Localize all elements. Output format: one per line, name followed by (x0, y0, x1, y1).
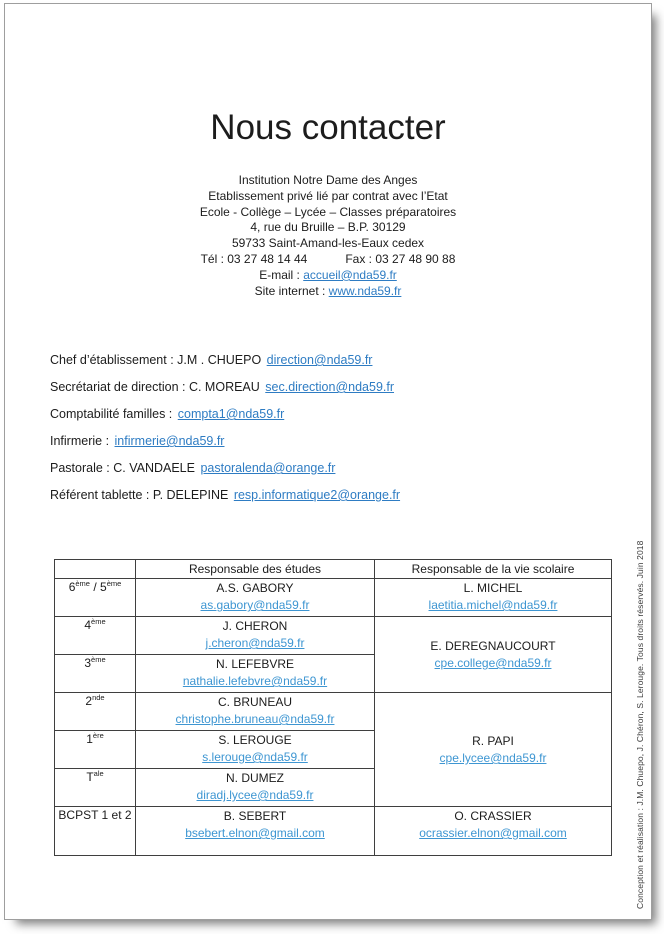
contact-role-label: Chef d’établissement : J.M . CHUEPO (50, 353, 265, 367)
staff-email-link[interactable]: christophe.bruneau@nda59.fr (175, 712, 335, 726)
etudes-cell (136, 731, 375, 769)
class-label-cell: BCPST 1 et 2 (55, 807, 136, 856)
class-label-cell: 4ème (55, 617, 136, 655)
contact-line (50, 460, 610, 477)
class-label-cell: 6ème / 5ème (55, 579, 136, 617)
staff-name: O. CRASSIER (454, 809, 532, 823)
staff-table-row (55, 617, 612, 655)
contact-role-label: Secrétariat de direction : C. MOREAU (50, 380, 264, 394)
staff-email-link[interactable]: nathalie.lefebvre@nda59.fr (182, 674, 328, 688)
staff-name: B. SEBERT (223, 809, 287, 823)
class-label-cell: 3ème (55, 655, 136, 693)
tel-fax-line (5, 252, 651, 268)
contact-email-link[interactable]: compta1@nda59.fr (177, 407, 285, 421)
tel-label: Tél : 03 27 48 14 44 (200, 251, 308, 266)
institution-address-line: Etablissement privé lié par contrat avec l’Etat (208, 188, 448, 203)
staff-table-row (55, 693, 612, 731)
contact-role-label: Infirmerie : (50, 434, 113, 448)
staff-name: N. LEFEBVRE (215, 657, 295, 671)
class-column-header (55, 560, 136, 579)
etudes-cell (136, 655, 375, 693)
institution-block (5, 173, 651, 299)
vie-scolaire-column-header: Responsable de la vie scolaire (375, 560, 612, 579)
staff-name: A.S. GABORY (216, 581, 294, 595)
class-label-cell: $T^{ale}$ (55, 769, 136, 807)
staff-name: J. CHERON (222, 619, 288, 633)
institution-address-line: Institution Notre Dame des Anges (238, 173, 418, 187)
email-label: E-mail : (259, 267, 300, 282)
etudes-cell (136, 579, 375, 617)
class-label-cell: 2nde (55, 693, 136, 731)
staff-table (54, 559, 612, 856)
etudes-cell (136, 807, 375, 856)
accueil-email-link[interactable]: accueil@nda59.fr (303, 267, 397, 282)
staff-table-header-row (55, 560, 612, 579)
contact-line (50, 433, 610, 450)
institution-address-lines (5, 173, 651, 252)
vie-scolaire-cell (375, 579, 612, 617)
email-line (5, 268, 651, 284)
staff-name: R. PAPI (472, 734, 514, 748)
vie-scolaire-cell (375, 693, 612, 807)
contact-list (50, 352, 610, 514)
etudes-cell (136, 693, 375, 731)
staff-email-link[interactable]: cpe.college@nda59.fr (434, 656, 552, 670)
staff-email-link[interactable]: ocrassier.elnon@gmail.com (419, 826, 567, 840)
website-label: Site internet : (254, 283, 326, 298)
staff-email-link[interactable]: cpe.lycee@nda59.fr (439, 751, 547, 765)
page-title: Nous contacter (210, 108, 446, 147)
staff-name: L. MICHEL (463, 581, 523, 595)
institution-address-line: 4, rue du Bruille – B.P. 30129 (250, 220, 406, 235)
class-label-cell: 1ère (55, 731, 136, 769)
fax-label: Fax : 03 27 48 90 88 (345, 251, 456, 266)
etudes-cell (136, 769, 375, 807)
vie-scolaire-cell (375, 617, 612, 693)
contact-email-link[interactable]: sec.direction@nda59.fr (265, 380, 395, 394)
document-page (4, 3, 652, 920)
staff-email-link[interactable]: s.lerouge@nda59.fr (202, 750, 308, 764)
contact-email-link[interactable]: pastoralenda@orange.fr (200, 461, 336, 475)
contact-email-link[interactable]: resp.informatique2@orange.fr (233, 488, 401, 502)
contact-role-label: Pastorale : C. VANDAELE (50, 461, 199, 475)
staff-email-link[interactable]: diradj.lycee@nda59.fr (196, 788, 314, 802)
staff-email-link[interactable]: bsebert.elnon@gmail.com (185, 826, 325, 840)
contact-email-link[interactable]: infirmerie@nda59.fr (114, 434, 225, 448)
contact-role-label: Comptabilité familles : (50, 407, 176, 421)
staff-email-link[interactable]: as.gabory@nda59.fr (200, 598, 310, 612)
contact-line (50, 379, 610, 396)
contact-role-label: Référent tablette : P. DELEPINE (50, 488, 232, 502)
staff-name: S. LEROUGE (218, 733, 292, 747)
copyright-note: Conception et réalisation : J.M. Chuepo, J. Chéron, S. Lerouge. Tous droits réservés. Juin 2018 (635, 540, 645, 909)
contact-line (50, 406, 610, 423)
institution-address-line: Ecole - Collège – Lycée – Classes préparatoires (199, 204, 457, 219)
etudes-column-header: Responsable des études (136, 560, 375, 579)
vie-scolaire-cell (375, 807, 612, 856)
staff-name: E. DEREGNAUCOURT (430, 639, 556, 653)
staff-table-row (55, 579, 612, 617)
staff-email-link[interactable]: j.cheron@nda59.fr (205, 636, 305, 650)
etudes-cell (136, 617, 375, 655)
contact-line (50, 487, 610, 504)
staff-name: C. BRUNEAU (217, 695, 292, 709)
staff-email-link[interactable]: laetitia.michel@nda59.fr (428, 598, 558, 612)
website-link[interactable]: www.nda59.fr (328, 283, 402, 298)
contact-email-link[interactable]: direction@nda59.fr (266, 353, 373, 367)
website-line (5, 284, 651, 300)
contact-line (50, 352, 610, 369)
institution-address-line: 59733 Saint-Amand-les-Eaux cedex (231, 236, 425, 251)
staff-name: N. DUMEZ (226, 771, 284, 785)
staff-table-row (55, 807, 612, 856)
